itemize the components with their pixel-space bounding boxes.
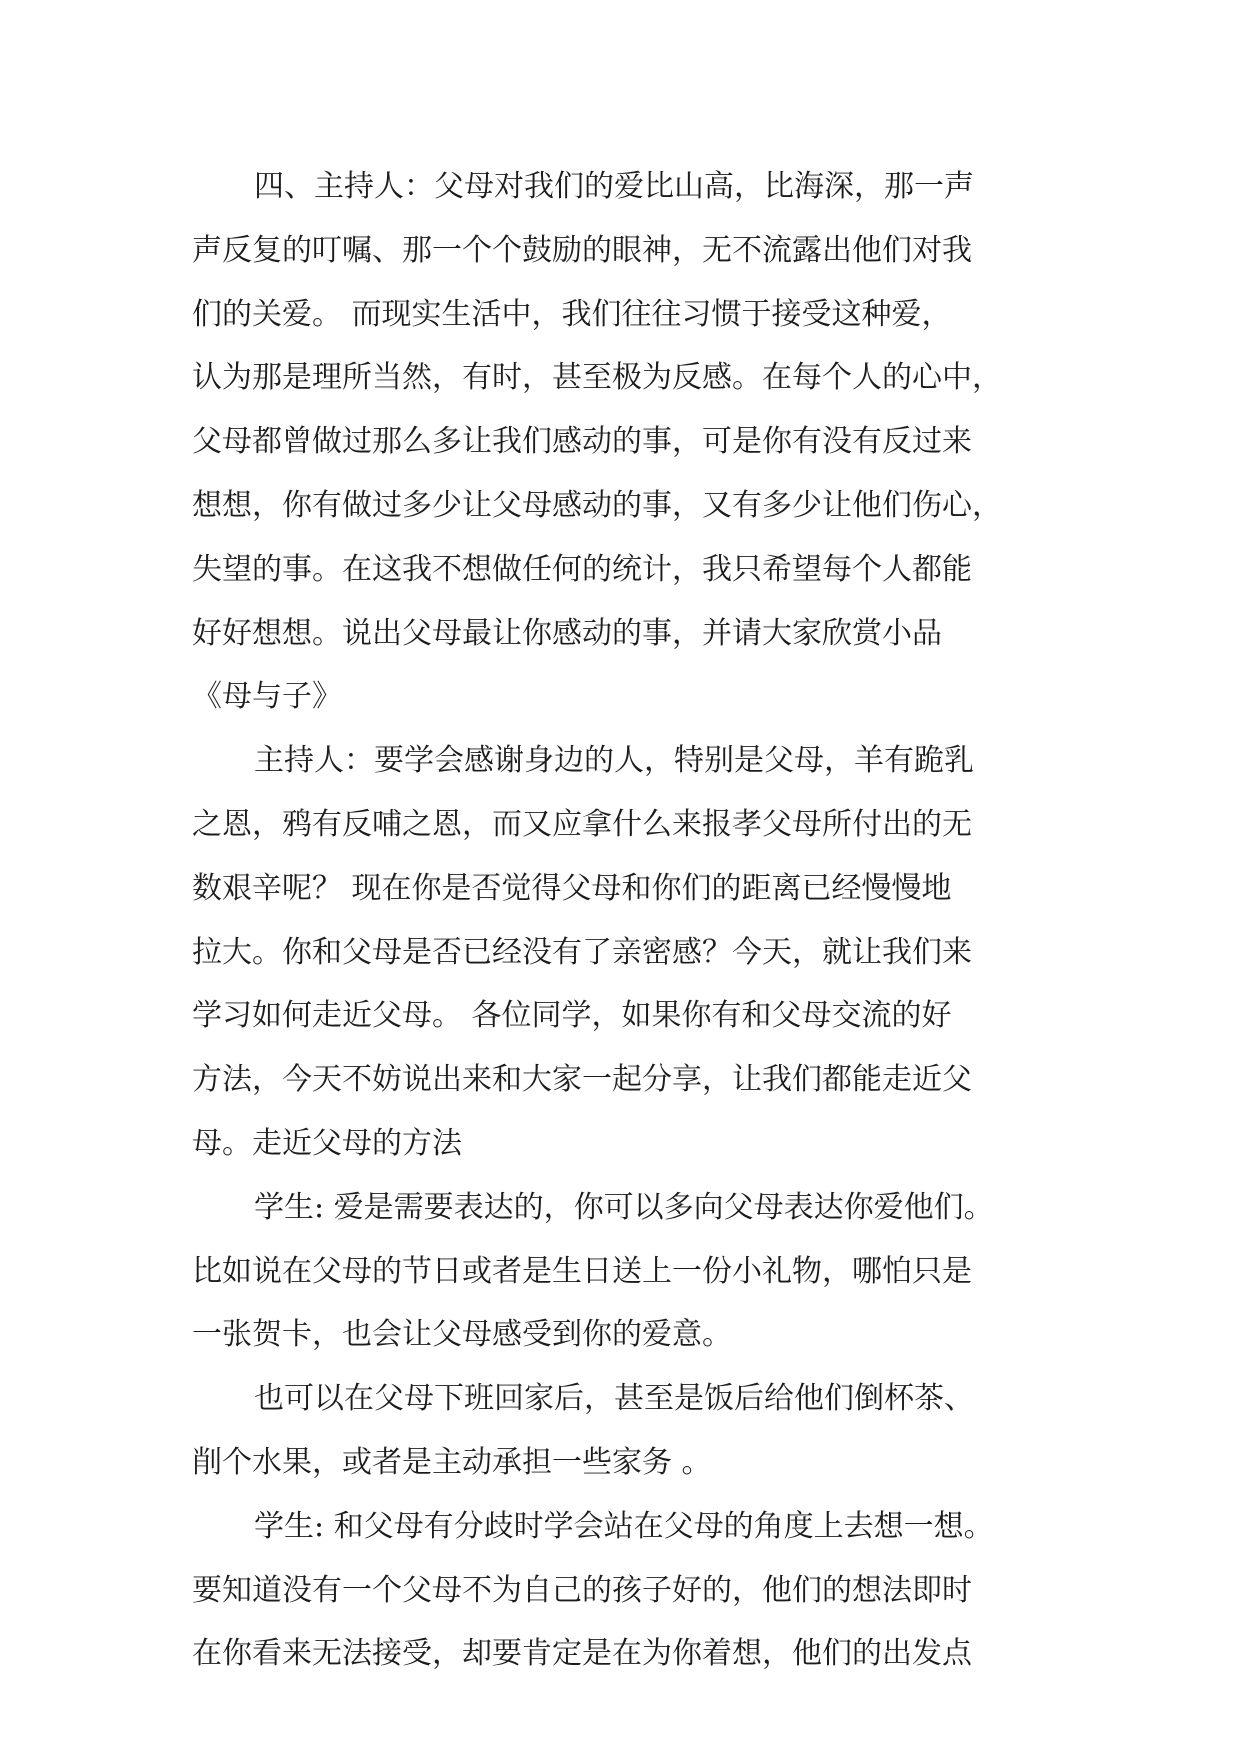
text-line: 失望的事。在这我不想做任何的统计，我只希望每个人都能 bbox=[192, 551, 972, 587]
text-line: 认为那是理所当然，有时，甚至极为反感。在每个人的心中， bbox=[192, 360, 1002, 396]
text-line: 母。走近父母的方法 bbox=[192, 1125, 462, 1161]
body-text bbox=[192, 155, 1062, 1686]
text-line: 主持人：要学会感谢身边的人，特别是父母，羊有跪乳 bbox=[254, 743, 974, 779]
text-line: 数艰辛呢？ 现在你是否觉得父母和你们的距离已经慢慢地 bbox=[192, 870, 952, 906]
text-line: 比如说在父母的节日或者是生日送上一份小礼物，哪怕只是 bbox=[192, 1253, 972, 1289]
text-line: 之恩，鸦有反哺之恩，而又应拿什么来报孝父母所付出的无 bbox=[192, 806, 972, 842]
text-line: 想想，你有做过多少让父母感动的事，又有多少让他们伤心， bbox=[192, 487, 1002, 523]
text-line: 方法，今天不妨说出来和大家一起分享，让我们都能走近父 bbox=[192, 1062, 972, 1098]
text-line: 也可以在父母下班回家后，甚至是饭后给他们倒杯茶、 bbox=[254, 1381, 974, 1417]
text-line: 四、主持人：父母对我们的爱比山高，比海深，那一声 bbox=[254, 169, 974, 204]
text-line: 要知道没有一个父母不为自己的孩子好的，他们的想法即时 bbox=[192, 1572, 972, 1608]
text-line: 们的关爱。 而现实生活中，我们往往习惯于接受这种爱， bbox=[192, 296, 952, 332]
text-line: 削个水果，或者是主动承担一些家务 。 bbox=[192, 1444, 712, 1480]
text-line: 好好想想。说出父母最让你感动的事，并请大家欣赏小品 bbox=[192, 615, 942, 651]
text-line: 学生: 和父母有分歧时学会站在父母的角度上去想一想。 bbox=[254, 1508, 994, 1544]
text-line: 父母都曾做过那么多让我们感动的事，可是你有没有反过来 bbox=[192, 424, 972, 460]
text-line: 学生: 爱是需要表达的，你可以多向父母表达你爱他们。 bbox=[254, 1189, 994, 1225]
text-line: 声反复的叮嘱、那一个个鼓励的眼神，无不流露出他们对我 bbox=[192, 232, 972, 268]
text-line: 拉大。你和父母是否已经没有了亲密感？今天，就让我们来 bbox=[192, 934, 972, 970]
text-line: 学习如何走近父母。 各位同学，如果你有和父母交流的好 bbox=[192, 998, 952, 1034]
text-line: 《母与子》 bbox=[192, 679, 342, 715]
text-line: 在你看来无法接受，却要肯定是在为你着想，他们的出发点 bbox=[192, 1636, 972, 1672]
text-line: 一张贺卡，也会让父母感受到你的爱意。 bbox=[192, 1317, 732, 1353]
